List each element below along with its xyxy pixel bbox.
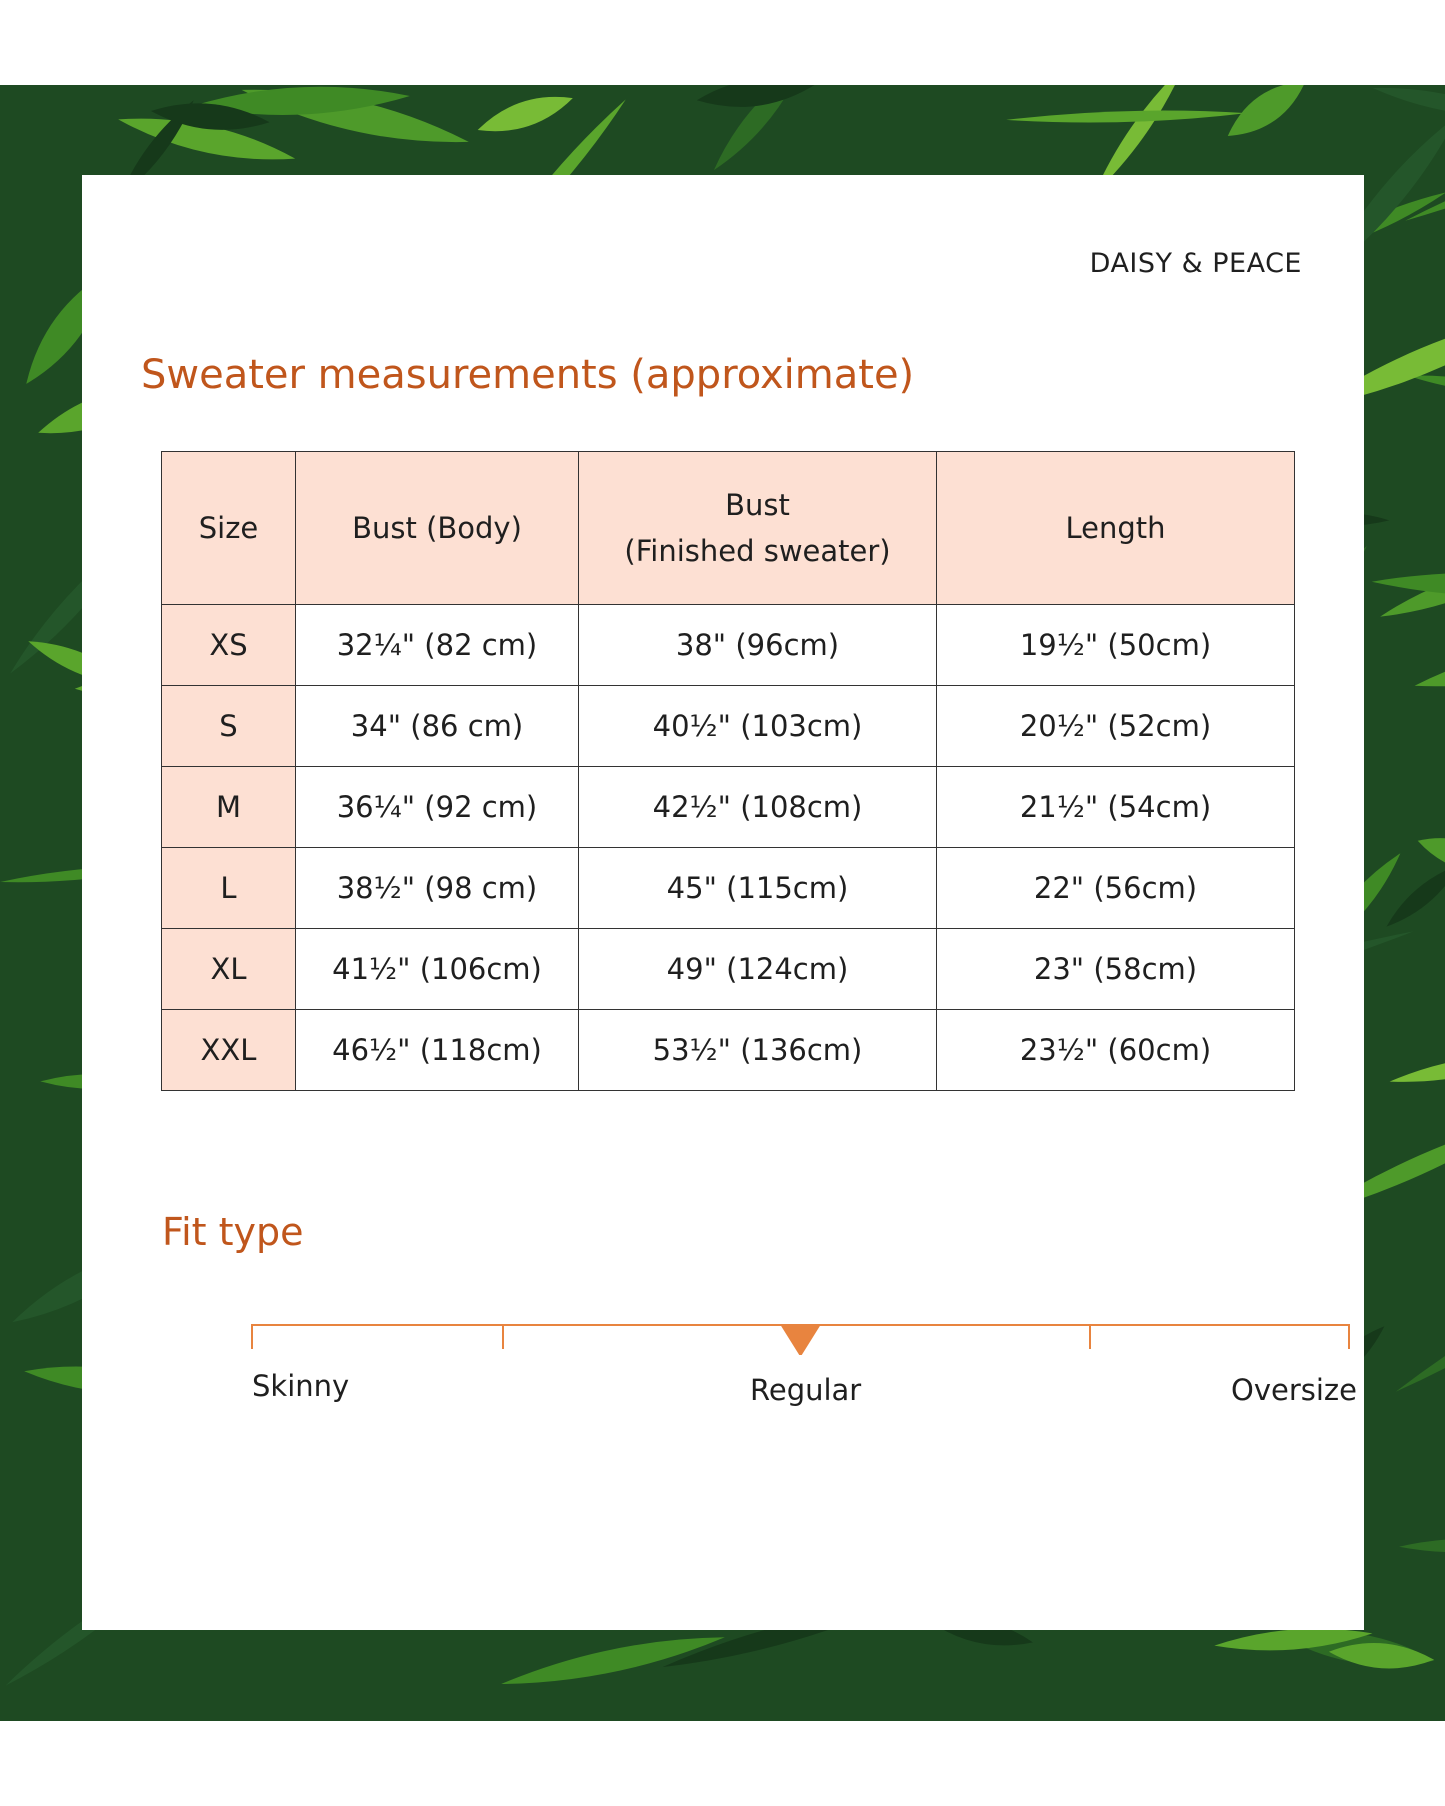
header-bust-finished-line1: Bust [725, 488, 790, 522]
header-size: Size [162, 452, 296, 605]
bust-finished-cell: 38" (96cm) [579, 605, 937, 686]
table-row [162, 605, 1295, 686]
header-length: Length [937, 452, 1295, 605]
length-cell: 19½" (50cm) [937, 605, 1295, 686]
bust-body-cell: 34" (86 cm) [296, 686, 579, 767]
brand-name: DAISY & PEACE [1089, 248, 1302, 279]
header-bust-finished [579, 452, 937, 605]
fit-label-skinny: Skinny [252, 1369, 350, 1403]
table-header-row [162, 452, 1295, 605]
bust-body-cell: 46½" (118cm) [296, 1010, 579, 1091]
length-cell: 22" (56cm) [937, 848, 1295, 929]
bust-body-cell: 38½" (98 cm) [296, 848, 579, 929]
length-cell: 23½" (60cm) [937, 1010, 1295, 1091]
length-cell: 23" (58cm) [937, 929, 1295, 1010]
fit-type-title: Fit type [162, 1210, 304, 1254]
fit-scale [162, 1295, 1362, 1415]
table-row [162, 1010, 1295, 1091]
header-bust-finished-line2: (Finished sweater) [624, 534, 891, 568]
table-row [162, 848, 1295, 929]
fit-scale-line [162, 1295, 1362, 1355]
table-row [162, 767, 1295, 848]
bust-body-cell: 36¼" (92 cm) [296, 767, 579, 848]
bust-finished-cell: 40½" (103cm) [579, 686, 937, 767]
bust-body-cell: 32¼" (82 cm) [296, 605, 579, 686]
triangle-down-icon [781, 1325, 821, 1355]
size-cell: M [162, 767, 296, 848]
fit-label-oversize: Oversize [1231, 1373, 1357, 1407]
size-chart-card [82, 175, 1364, 1630]
length-cell: 20½" (52cm) [937, 686, 1295, 767]
fit-label-regular: Regular [750, 1373, 862, 1407]
page-title: Sweater measurements (approximate) [141, 352, 915, 398]
size-cell: XL [162, 929, 296, 1010]
measurements-table [161, 451, 1295, 1091]
size-cell: L [162, 848, 296, 929]
bust-finished-cell: 53½" (136cm) [579, 1010, 937, 1091]
size-cell: XS [162, 605, 296, 686]
bust-finished-cell: 49" (124cm) [579, 929, 937, 1010]
bust-finished-cell: 45" (115cm) [579, 848, 937, 929]
header-bust-body: Bust (Body) [296, 452, 579, 605]
length-cell: 21½" (54cm) [937, 767, 1295, 848]
bust-body-cell: 41½" (106cm) [296, 929, 579, 1010]
table-row [162, 686, 1295, 767]
size-cell: XXL [162, 1010, 296, 1091]
table-row [162, 929, 1295, 1010]
size-cell: S [162, 686, 296, 767]
bust-finished-cell: 42½" (108cm) [579, 767, 937, 848]
